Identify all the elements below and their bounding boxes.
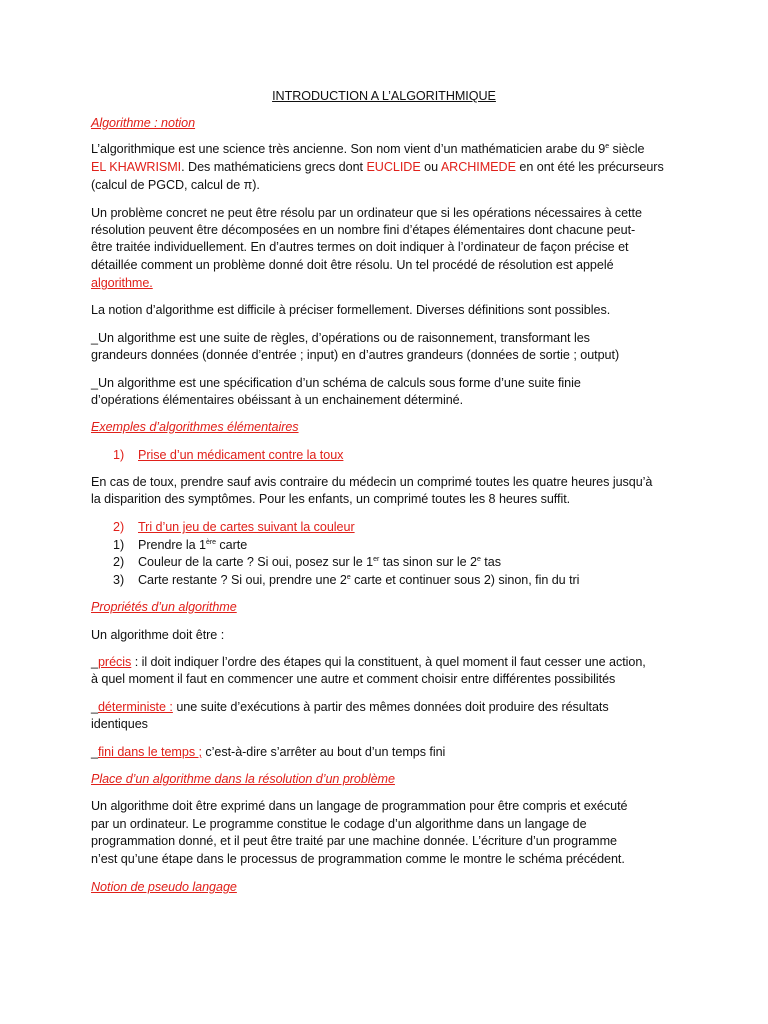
heading-exemples: Exemples d’algorithmes élémentaires	[91, 420, 299, 434]
step-2-number: 2)	[113, 555, 125, 569]
para-toux-line-1: En cas de toux, prendre sauf avis contraire du médecin un comprimé toutes les quatre heures jusqu’à	[91, 475, 653, 489]
example-1-number: 1)	[113, 448, 125, 462]
prop-fini: _fini dans le temps ; c’est-à-dire s’arrêter au bout d’un temps fini	[91, 745, 446, 759]
para-doit-etre: Un algorithme doit être :	[91, 628, 225, 642]
para-def2-line-1: _Un algorithme est une spécification d’un schéma de calculs sous forme d’une suite finie	[91, 376, 581, 390]
para-problem-line-1: Un problème concret ne peut être résolu par un ordinateur que si les opérations nécessaires à cette	[91, 206, 642, 220]
example-2-title: Tri d’un jeu de cartes suivant la couleur	[138, 520, 355, 534]
heading-proprietes: Propriétés d’un algorithme	[91, 600, 237, 614]
para-definition: La notion d’algorithme est difficile à préciser formellement. Diverses définitions sont possibles.	[91, 303, 611, 317]
para-toux-line-2: la disparition des symptômes. Pour les enfants, un comprimé toutes les 8 heures suffit.	[91, 492, 571, 506]
term-fini: fini dans le temps ;	[97, 745, 202, 759]
para-place-line-3: programmation donné, et il peut être traité par une machine donnée. L’écriture d’un programme	[91, 834, 617, 848]
step-1-text: Prendre la 1ère carte	[138, 538, 248, 552]
step-3-text: Carte restante ? Si oui, prendre une 2e carte et continuer sous 2) sinon, fin du tri	[138, 573, 580, 587]
page-title: INTRODUCTION A L’ALGORITHMIQUE	[272, 89, 496, 103]
name-euclide: EUCLIDE	[366, 160, 421, 174]
term-precis: précis	[97, 655, 132, 669]
term-deterministe: déterministe :	[97, 700, 173, 714]
name-khawrismi: EL KHAWRISMI	[91, 160, 182, 174]
prop-determ-line-2: identiques	[91, 717, 148, 731]
para-def1-line-1: _Un algorithme est une suite de règles, d’opérations ou de raisonnement, transformant les	[91, 331, 590, 345]
term-algorithme: algorithme.	[91, 276, 153, 290]
para-history-line-2: EL KHAWRISMI. Des mathématiciens grecs dont EUCLIDE ou ARCHIMEDE en ont été les précurseurs	[91, 160, 664, 174]
prop-precis-line-2: à quel moment il faut en commencer une autre et comment choisir entre différentes possibilités	[91, 672, 616, 686]
para-def2-line-2: d’opérations élémentaires obéissant à un enchainement déterminé.	[91, 393, 464, 407]
step-2-text: Couleur de la carte ? Si oui, posez sur le 1er tas sinon sur le 2e tas	[138, 555, 501, 569]
para-place-line-4: n’est qu’une étape dans le processus de programmation comme le montre le schéma précédent.	[91, 852, 625, 866]
step-1-number: 1)	[113, 538, 125, 552]
example-2-number: 2)	[113, 520, 125, 534]
para-problem-line-3: être traitée individuellement. En d’autres termes on doit indiquer à l’ordinateur de façon précise et	[91, 240, 629, 254]
heading-notion: Algorithme : notion	[91, 116, 196, 130]
name-archimede: ARCHIMEDE	[440, 160, 516, 174]
para-def1-line-2: grandeurs données (donnée d’entrée ; input) en d’autres grandeurs (données de sortie ; output)	[91, 348, 620, 362]
para-history-line-1: L’algorithmique est une science très ancienne. Son nom vient d’un mathématicien arabe du 9e siècle	[91, 142, 645, 156]
para-place-line-1: Un algorithme doit être exprimé dans un langage de programmation pour être compris et exécuté	[91, 799, 628, 813]
para-problem-line-4: détaillée comment un problème donné doit être résolu. Un tel procédé de résolution est appelé	[91, 258, 614, 272]
example-1-title: Prise d’un médicament contre la toux	[138, 448, 344, 462]
prop-precis-line-1: _précis : il doit indiquer l’ordre des étapes qui la constituent, à quel moment il faut cesser une action,	[91, 655, 646, 669]
para-place-line-2: par un ordinateur. Le programme constitue le codage d’un algorithme dans un langage de	[91, 817, 587, 831]
heading-pseudo: Notion de pseudo langage	[91, 880, 237, 894]
step-3-number: 3)	[113, 573, 125, 587]
para-history-line-3: (calcul de PGCD, calcul de π).	[91, 178, 260, 192]
prop-determ-line-1: _déterministe : une suite d’exécutions à partir des mêmes données doit produire des résultats	[91, 700, 609, 714]
heading-place: Place d’un algorithme dans la résolution d’un problème	[91, 772, 395, 786]
para-problem-line-2: résolution peuvent être décomposées en un nombre fini d’étapes élémentaires dont chacune peut-	[91, 223, 636, 237]
